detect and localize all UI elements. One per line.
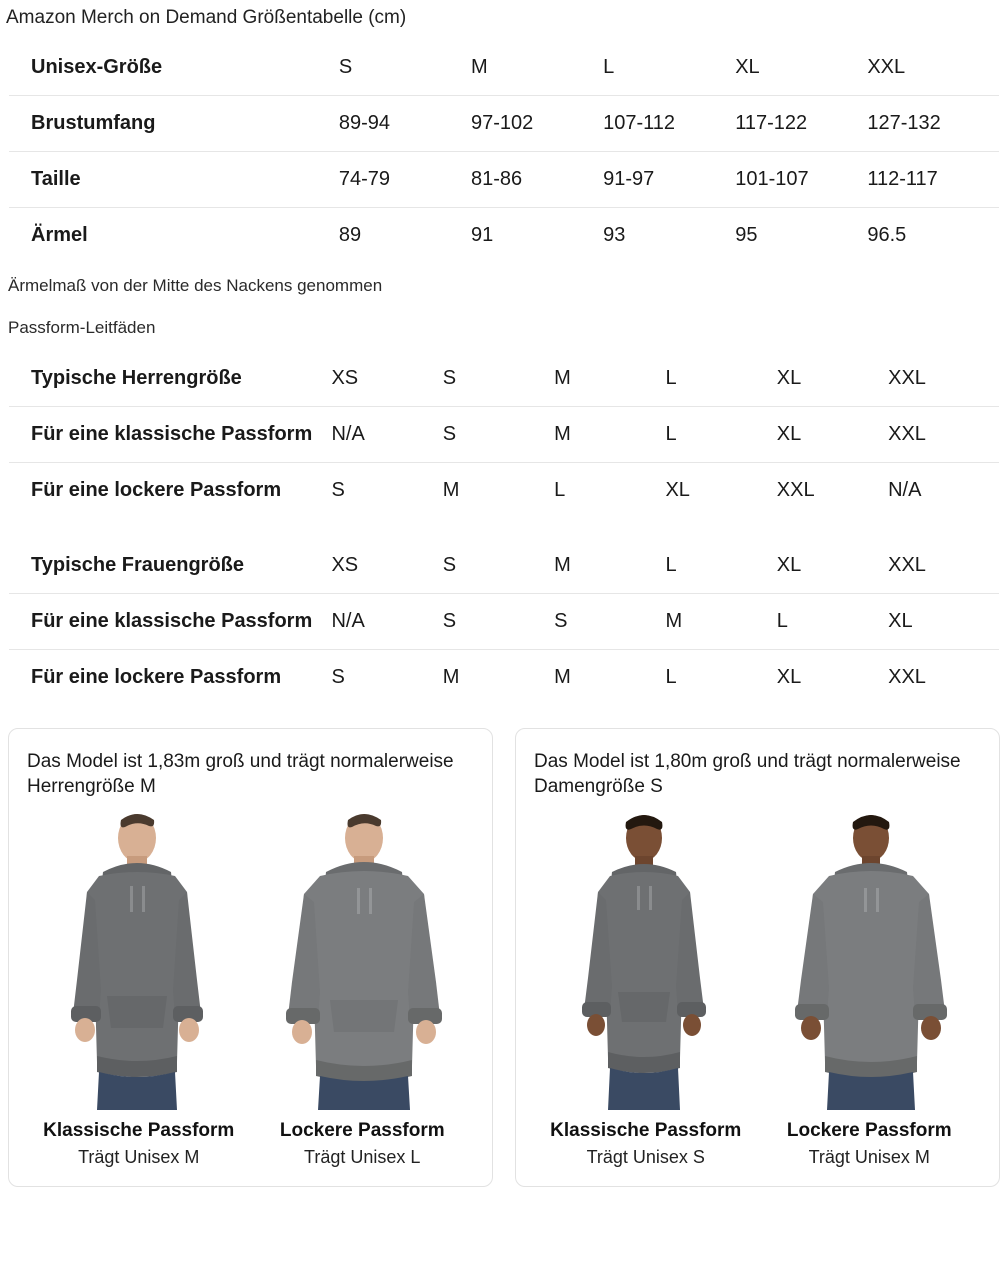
row-header: Ärmel <box>31 223 88 246</box>
cell-value: S <box>442 609 457 632</box>
cell-value: 127-132 <box>867 111 941 134</box>
cell-value: 74-79 <box>338 167 390 190</box>
model-card-mens <box>8 728 493 1187</box>
cell-value: L <box>665 553 677 576</box>
cell-value: N/A <box>331 609 365 632</box>
cell-value: N/A <box>888 478 922 501</box>
unisex-size-table <box>8 39 1000 264</box>
table-row <box>9 406 1000 462</box>
row-header: Typische Frauengröße <box>31 553 245 576</box>
table-row <box>9 350 1000 406</box>
fit-name: Klassische Passform <box>43 1119 235 1141</box>
cell-value: 81-86 <box>470 167 523 190</box>
hoodie-illustration-female-classic <box>544 810 744 1110</box>
cell-value: 97-102 <box>470 111 534 134</box>
row-header: Für eine klassische Passform <box>31 609 313 632</box>
table-row <box>9 462 1000 518</box>
table-row <box>9 537 1000 593</box>
cell-value: M <box>442 478 460 501</box>
cell-value: 101-107 <box>735 167 809 190</box>
cell-value: L <box>665 366 677 389</box>
table-row <box>9 649 1000 705</box>
model-figure-relaxed-fit-female <box>762 810 982 1110</box>
cell-value: M <box>554 553 571 576</box>
model-cards <box>8 728 1000 1187</box>
cell-value: XL <box>735 55 760 78</box>
fit-wears: Trägt Unisex M <box>78 1146 200 1167</box>
cell-value: XS <box>331 366 359 389</box>
cell-value: 96.5 <box>867 223 907 246</box>
cell-value: 95 <box>735 223 758 246</box>
cell-value: L <box>554 478 566 501</box>
cell-value: S <box>331 665 345 688</box>
fit-wears: Trägt Unisex M <box>808 1146 930 1167</box>
cell-value: M <box>442 665 460 688</box>
fit-wears: Trägt Unisex S <box>586 1146 705 1167</box>
cell-value: XXL <box>888 366 926 389</box>
cell-value: 91 <box>470 223 494 246</box>
table-row <box>9 95 1000 151</box>
mens-fit-table <box>8 350 1000 519</box>
cell-value: S <box>442 553 457 576</box>
cell-value: XL <box>776 665 802 688</box>
table-row <box>9 207 1000 263</box>
cell-value: XXL <box>888 422 926 445</box>
model-figure-classic-fit-male <box>27 810 247 1110</box>
row-header: Taille <box>31 167 81 190</box>
fit-name: Lockere Passform <box>279 1119 445 1141</box>
cell-value: M <box>554 665 571 688</box>
cell-value: XS <box>331 553 359 576</box>
table-row <box>9 39 1000 95</box>
model-figure-labels <box>534 1118 981 1170</box>
hoodie-illustration-male-relaxed <box>264 810 464 1110</box>
fit-name: Lockere Passform <box>786 1119 952 1141</box>
page-title: Amazon Merch on Demand Größentabelle (cm) <box>6 7 407 28</box>
fit-guides-title: Passform-Leitfäden <box>8 317 156 337</box>
cell-value: L <box>603 55 615 78</box>
row-header: Unisex-Größe <box>31 55 163 78</box>
cell-value: 91-97 <box>603 167 655 190</box>
cell-value: S <box>554 609 568 632</box>
figure-caption <box>534 1118 758 1170</box>
cell-value: XXL <box>776 478 815 501</box>
cell-value: XL <box>888 609 913 632</box>
cell-value: XL <box>776 553 802 576</box>
cell-value: S <box>442 422 457 445</box>
cell-value: 93 <box>603 223 626 246</box>
model-figures <box>534 810 981 1110</box>
table-row <box>9 151 1000 207</box>
cell-value: S <box>331 478 345 501</box>
figure-caption <box>251 1118 475 1170</box>
row-header: Typische Herrengröße <box>31 366 242 389</box>
cell-value: S <box>442 366 457 389</box>
model-card-caption: Das Model ist 1,83m groß und trägt normalerweise Herrengröße M <box>27 750 454 798</box>
cell-value: N/A <box>331 422 365 445</box>
model-figure-relaxed-fit-male <box>255 810 475 1110</box>
model-figure-labels <box>27 1118 474 1170</box>
cell-value: L <box>776 609 788 632</box>
cell-value: M <box>554 422 571 445</box>
table-row <box>9 593 1000 649</box>
cell-value: XL <box>776 422 802 445</box>
figure-caption <box>758 1118 982 1170</box>
cell-value: M <box>554 366 571 389</box>
figure-caption <box>27 1118 251 1170</box>
row-header: Für eine lockere Passform <box>31 665 282 688</box>
hoodie-illustration-female-relaxed <box>771 810 971 1110</box>
cell-value: XXL <box>888 553 926 576</box>
cell-value: M <box>470 55 488 78</box>
cell-value: L <box>665 422 677 445</box>
model-figures <box>27 810 474 1110</box>
cell-value: S <box>338 55 353 78</box>
model-card-caption: Das Model ist 1,80m groß und trägt normalerweise Damengröße S <box>534 750 961 798</box>
womens-fit-table <box>8 537 1000 706</box>
sleeve-measurement-note: Ärmelmaß von der Mitte des Nackens genommen <box>8 275 383 295</box>
cell-value: 89 <box>338 223 362 246</box>
hoodie-illustration-male-classic <box>37 810 237 1110</box>
cell-value: XL <box>776 366 802 389</box>
cell-value: 112-117 <box>867 167 938 190</box>
cell-value: L <box>665 665 677 688</box>
cell-value: XL <box>665 478 690 501</box>
fit-wears: Trägt Unisex L <box>304 1146 421 1167</box>
row-header: Für eine lockere Passform <box>31 478 282 501</box>
cell-value: M <box>665 609 683 632</box>
cell-value: XXL <box>888 665 926 688</box>
cell-value: 107-112 <box>603 111 675 134</box>
fit-name: Klassische Passform <box>550 1119 742 1141</box>
row-header: Brustumfang <box>31 111 156 134</box>
row-header: Für eine klassische Passform <box>31 422 313 445</box>
cell-value: XXL <box>867 55 906 78</box>
cell-value: 117-122 <box>735 111 808 134</box>
model-figure-classic-fit-female <box>534 810 754 1110</box>
cell-value: 89-94 <box>338 111 390 134</box>
model-card-womens <box>515 728 1000 1187</box>
